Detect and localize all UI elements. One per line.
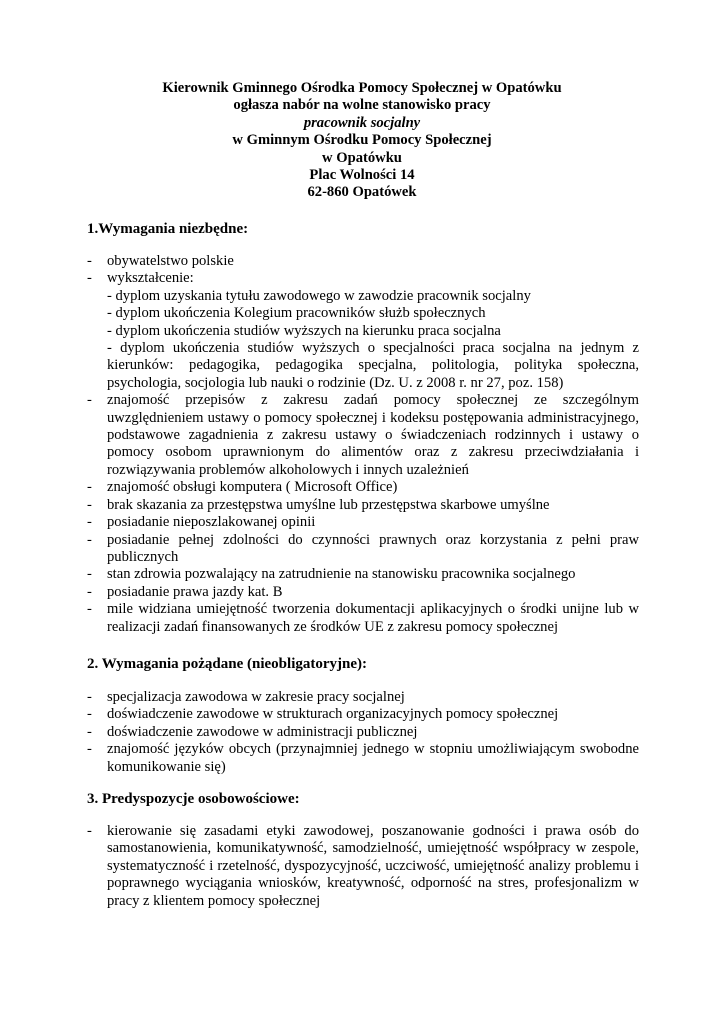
list-item xyxy=(87,823,639,910)
bullet-dash: - xyxy=(87,392,92,409)
list-item xyxy=(87,514,639,531)
bullet-dash: - xyxy=(87,514,92,531)
item-text: doświadczenie zawodowe w administracji publicznej xyxy=(107,723,418,740)
header-line-2: ogłasza nabór na wolne stanowisko pracy xyxy=(233,97,491,114)
list-item xyxy=(87,532,639,567)
education-option: - dyplom ukończenia Kolegium pracowników służb społecznych xyxy=(107,305,486,322)
list-item xyxy=(87,479,639,496)
bullet-dash: - xyxy=(87,566,92,583)
list-item xyxy=(87,689,639,706)
item-text: wykształcenie: xyxy=(107,270,194,287)
item-text: posiadanie pełnej zdolności do czynności prawnych oraz korzystania z pełni praw publicznych xyxy=(107,531,639,565)
bullet-dash: - xyxy=(87,253,92,269)
section-2-list xyxy=(87,689,639,776)
item-text: doświadczenie zawodowe w strukturach organizacyjnych pomocy społecznej xyxy=(107,706,559,723)
list-item xyxy=(87,706,639,723)
header-line-4: w Gminnym Ośrodku Pomocy Społecznej xyxy=(232,132,492,149)
list-item xyxy=(87,601,639,636)
item-text: specjalizacja zawodowa w zakresie pracy socjalnej xyxy=(107,689,405,705)
item-text: znajomość języków obcych (przynajmniej jednego w stopniu umożliwiającym swobodne komunikowanie się) xyxy=(107,741,639,775)
bullet-dash: - xyxy=(87,583,92,600)
section-1-title: 1.Wymagania niezbędne: xyxy=(87,221,249,237)
item-text: znajomość obsługi komputera ( Microsoft Office) xyxy=(107,479,398,496)
item-text: znajomość przepisów z zakresu zadań pomocy społecznej ze szczególnym uwzględnieniem ustawy o pomocy społecznej i kodeksu postępowania administracyjnego, podstawowe zagadnienia z zakresu ustawy o świadczeniach rodzinnych i ustawy o pomocy osobom uprawnionym do alimentów oraz z zakresu przeciwdziałania i rozwiązywania problemów alkoholowych i innych uzależnień xyxy=(107,392,639,478)
list-item xyxy=(87,497,639,514)
bullet-dash: - xyxy=(87,689,92,705)
bullet-dash: - xyxy=(87,601,92,618)
bullet-dash: - xyxy=(87,479,92,496)
item-text: kierowanie się zasadami etyki zawodowej, poszanowanie godności i prawa osób do samostanowienia, komunikatywność, samodzielność, umiejętność współpracy w zespole, systematyczność i rzetelność, dyspozycyjność, uczciwość, umiejętność analizy problemu i poprawnego wyciągania wniosków, kreatywność, odporność na stres, profesjonalizm w pracy z klientem pomocy społecznej xyxy=(107,823,639,909)
bullet-dash: - xyxy=(87,823,92,839)
list-item xyxy=(87,392,639,479)
header-line-1: Kierownik Gminnego Ośrodka Pomocy Społecznej w Opatówku xyxy=(162,80,562,96)
item-text: stan zdrowia pozwalający na zatrudnienie na stanowisku pracownika socjalnego xyxy=(107,566,576,583)
bullet-dash: - xyxy=(87,531,92,548)
list-item xyxy=(87,741,639,776)
education-option: - dyplom uzyskania tytułu zawodowego w zawodzie pracownik socjalny xyxy=(107,287,531,304)
section-3-list xyxy=(87,823,639,910)
section-3-title: 3. Predyspozycje osobowościowe: xyxy=(87,791,300,807)
education-option: - dyplom ukończenia studiów wyższych o specjalności praca socjalna na jednym z kierunków: pedagogika, pedagogika specjalna, politologia, polityka społeczna, psychologia, socjologia lub nauki o rodzinie (Dz. U. z 2008 r. nr 27, poz. 158) xyxy=(107,340,639,391)
list-item xyxy=(87,253,639,270)
header-address-postal: 62-860 Opatówek xyxy=(307,184,417,201)
item-text: posiadanie prawa jazdy kat. B xyxy=(107,583,283,600)
section-2-title: 2. Wymagania pożądane (nieobligatoryjne): xyxy=(87,656,367,672)
item-text: posiadanie nieposzlakowanej opinii xyxy=(107,514,316,531)
list-item xyxy=(87,724,639,741)
section-1-list xyxy=(87,253,639,636)
header-address-street: Plac Wolności 14 xyxy=(309,167,415,184)
bullet-dash: - xyxy=(87,723,92,740)
item-text: mile widziana umiejętność tworzenia dokumentacji aplikacyjnych o środki unijne lub w realizacji zadań finansowanych ze środków UE z zakresu pomocy społecznej xyxy=(107,601,639,635)
bullet-dash: - xyxy=(87,270,92,287)
list-item xyxy=(87,584,639,601)
item-text: obywatelstwo polskie xyxy=(107,253,234,269)
list-item xyxy=(87,566,639,583)
header-line-5: w Opatówku xyxy=(322,149,402,166)
list-item xyxy=(87,270,639,392)
item-text: brak skazania za przestępstwa umyślne lub przestępstwa skarbowe umyślne xyxy=(107,496,550,513)
education-option: - dyplom ukończenia studiów wyższych na kierunku praca socjalna xyxy=(107,322,501,339)
bullet-dash: - xyxy=(87,706,92,723)
announcement-header xyxy=(0,80,724,202)
header-position-title: pracownik socjalny xyxy=(303,114,421,131)
bullet-dash: - xyxy=(87,741,92,758)
bullet-dash: - xyxy=(87,496,92,513)
